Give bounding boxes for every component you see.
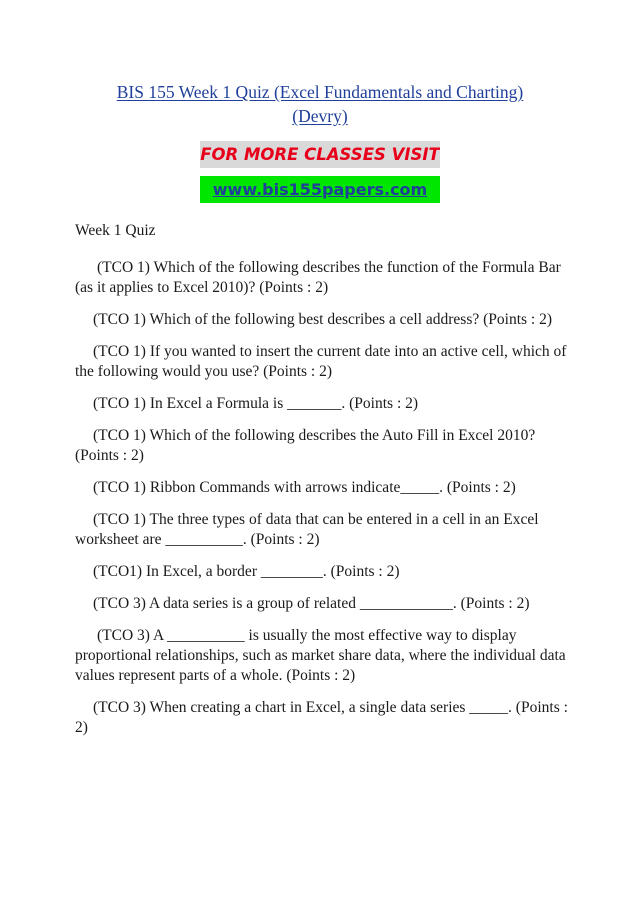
question-item (75, 698, 570, 738)
quiz-heading: Week 1 Quiz (75, 222, 156, 239)
question-item (75, 626, 570, 686)
question-text: (TCO 1) Which of the following best describes a cell address? (Points : 2) (93, 311, 553, 328)
document-title[interactable] (60, 80, 580, 128)
question-item (75, 562, 570, 582)
question-text: (TCO 1) Which of the following describes the function of the Formula Bar (as it applies to Excel 2010)? (Points : 2) (75, 259, 561, 296)
title-line-1[interactable]: BIS 155 Week 1 Quiz (Excel Fundamentals and Charting) (116, 82, 524, 102)
question-item (75, 478, 570, 498)
question-item (75, 426, 570, 466)
question-item (75, 258, 570, 298)
question-item (75, 394, 570, 414)
question-text: (TCO 3) A data series is a group of related ____________. (Points : 2) (93, 595, 530, 612)
question-text: (TCO 1) The three types of data that can be entered in a cell in an Excel worksheet are __________. (Points : 2) (75, 511, 539, 548)
question-text: (TCO 3) A __________ is usually the most effective way to display proportional relationships, such as market share data, where the individual data values represent parts of a whole. (Points : 2) (75, 627, 566, 684)
question-text: (TCO 1) If you wanted to insert the current date into an active cell, which of the following would you use? (Points : 2) (75, 343, 567, 380)
question-text: (TCO 3) When creating a chart in Excel, a single data series _____. (Points : 2) (75, 699, 568, 736)
question-item (75, 594, 570, 614)
question-item (75, 310, 570, 330)
question-text: (TCO 1) In Excel a Formula is _______. (Points : 2) (93, 395, 419, 412)
question-text: (TCO 1) Ribbon Commands with arrows indicate_____. (Points : 2) (93, 479, 516, 496)
question-text: (TCO1) In Excel, a border ________. (Points : 2) (93, 563, 400, 580)
title-line-2[interactable]: (Devry) (292, 106, 348, 126)
question-item (75, 510, 570, 550)
question-text: (TCO 1) Which of the following describes the Auto Fill in Excel 2010? (Points : 2) (75, 427, 536, 464)
question-item (75, 342, 570, 382)
quiz-body (75, 221, 570, 750)
site-link[interactable]: www.bis155papers.com (200, 176, 440, 203)
visit-banner: FOR MORE CLASSES VISIT (200, 141, 440, 168)
